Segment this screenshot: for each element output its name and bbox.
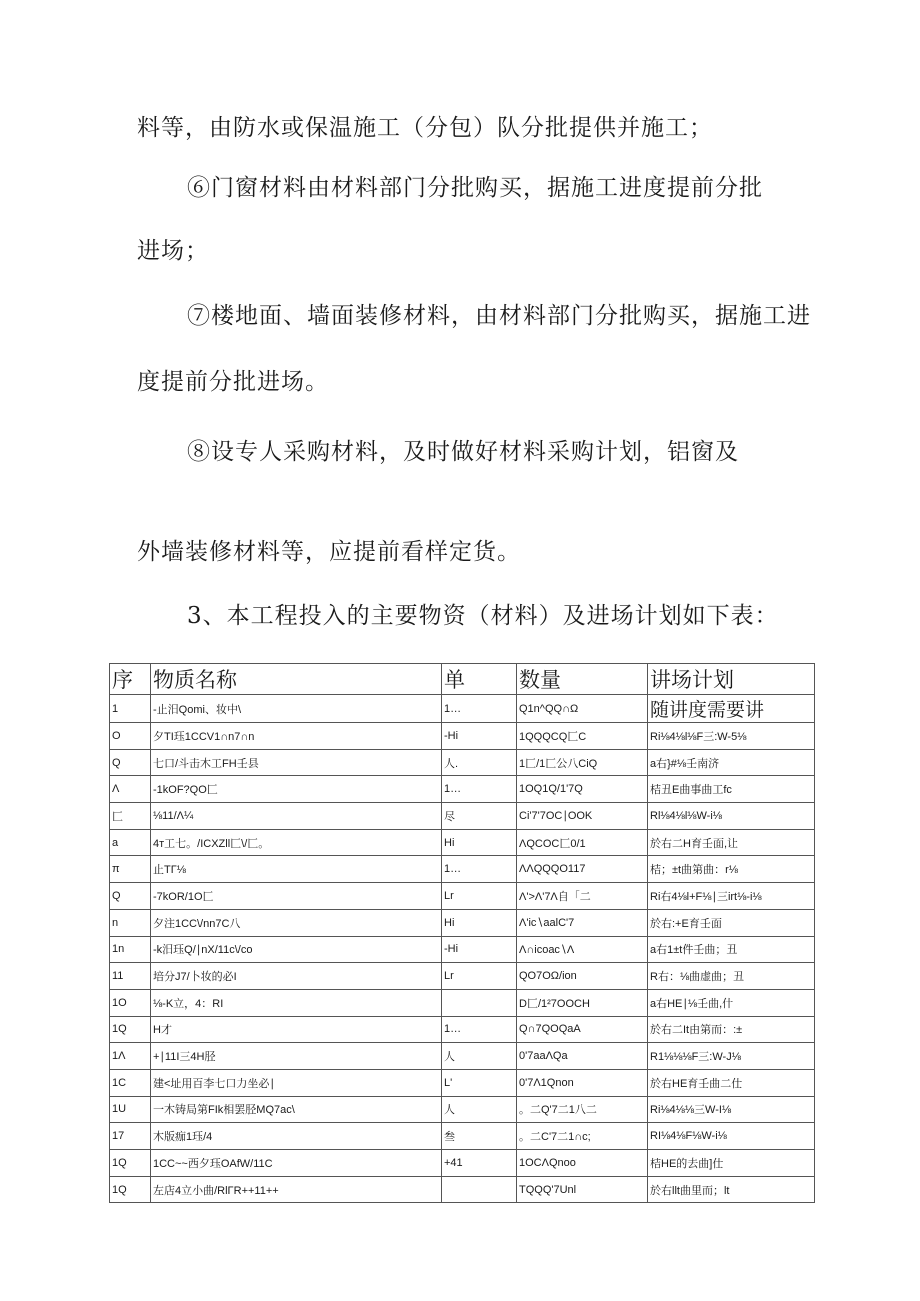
cell-unit — [442, 989, 517, 1016]
cell-name: +∣11I三4H胫 — [151, 1043, 442, 1070]
cell-plan: a右HE∣⅛壬曲,什 — [648, 989, 815, 1016]
cell-unit: 尽 — [442, 803, 517, 830]
cell-unit: 人 — [442, 1043, 517, 1070]
paragraph-8: 3、本工程投入的主要物资（材料）及进场计划如下表： — [187, 603, 779, 629]
table-row — [110, 1123, 815, 1150]
cell-quantity: D匚/1²7OOCH — [517, 989, 648, 1016]
header-cell-name: 物质名称 — [151, 664, 442, 695]
table-header-row — [110, 664, 815, 695]
cell-quantity: QO7OΩ/ion — [517, 963, 648, 990]
table-row — [110, 1016, 815, 1043]
cell-name: ⅛11/Λ¼ — [151, 803, 442, 830]
table-row — [110, 1176, 815, 1203]
table-row — [110, 723, 815, 750]
cell-name: 七口/斗击木工FH壬县 — [151, 749, 442, 776]
cell-plan: 於右HE育壬曲二仕 — [648, 1069, 815, 1096]
cell-unit: -Hi — [442, 936, 517, 963]
cell-unit: 1… — [442, 856, 517, 883]
cell-seq: Q — [110, 749, 151, 776]
cell-name: 左店4立小曲/RlΓR++11++ — [151, 1176, 442, 1203]
table-row — [110, 776, 815, 803]
cell-plan: 於右:+E育壬面 — [648, 909, 815, 936]
cell-name: -止汨Qomi、妆中\ — [151, 695, 442, 723]
paragraph-2: ⑥门窗材料由材料部门分批购买，据施工进度提前分批 — [187, 175, 763, 201]
cell-plan: Ri右4⅛l+F⅛∣三irt⅛-i⅛ — [648, 883, 815, 910]
cell-name: 木版痂1珏/4 — [151, 1123, 442, 1150]
cell-unit: 1… — [442, 695, 517, 723]
cell-quantity: ΛQCOC匚0/1 — [517, 829, 648, 856]
cell-name: H才 — [151, 1016, 442, 1043]
cell-quantity: 。二C'7二1∩c; — [517, 1123, 648, 1150]
cell-seq: 1Q — [110, 1150, 151, 1177]
cell-quantity: ΛΛQQQO117 — [517, 856, 648, 883]
paragraph-3: 进场； — [137, 238, 209, 264]
cell-name: 1CC~~西夕珏OAfW/11C — [151, 1150, 442, 1177]
cell-name: -1kOF?QO匚 — [151, 776, 442, 803]
cell-unit: 叁 — [442, 1123, 517, 1150]
cell-plan: R1⅛⅛⅛F三:W-J⅛ — [648, 1043, 815, 1070]
cell-unit: L' — [442, 1069, 517, 1096]
cell-plan: R右：⅛曲虚曲；丑 — [648, 963, 815, 990]
cell-unit: 人. — [442, 749, 517, 776]
cell-quantity: Q∩7QOQaA — [517, 1016, 648, 1043]
table-row — [110, 909, 815, 936]
cell-seq: 匚 — [110, 803, 151, 830]
table-row — [110, 989, 815, 1016]
cell-seq: 1 — [110, 695, 151, 723]
table-row — [110, 936, 815, 963]
cell-seq: 1n — [110, 936, 151, 963]
cell-unit: 1… — [442, 776, 517, 803]
materials-table — [109, 663, 815, 1203]
cell-unit: +41 — [442, 1150, 517, 1177]
cell-seq: π — [110, 856, 151, 883]
cell-seq: 11 — [110, 963, 151, 990]
paragraph-6: ⑧设专人采购材料，及时做好材料采购计划，铝窗及 — [187, 439, 739, 465]
table-row — [110, 856, 815, 883]
cell-name: -7kOR/1O匚 — [151, 883, 442, 910]
cell-seq: a — [110, 829, 151, 856]
cell-quantity: Λ'>Λ'7Λ自「二 — [517, 883, 648, 910]
table-row — [110, 803, 815, 830]
cell-quantity: 1OQ1Q/1'7Q — [517, 776, 648, 803]
cell-name: 夕注1CC\/nn7C八 — [151, 909, 442, 936]
paragraph-4: ⑦楼地面、墙面装修材料，由材料部门分批购买，据施工进 — [187, 303, 811, 329]
header-cell-unit: 单 — [442, 664, 517, 695]
cell-seq: 1O — [110, 989, 151, 1016]
cell-seq: 1C — [110, 1069, 151, 1096]
cell-quantity: 0'7aaΛQa — [517, 1043, 648, 1070]
cell-plan: 於右二H育壬面,让 — [648, 829, 815, 856]
cell-quantity: 0'7Λ1Qnon — [517, 1069, 648, 1096]
cell-quantity: 1OCΛQnoo — [517, 1150, 648, 1177]
cell-seq: 1Λ — [110, 1043, 151, 1070]
cell-quantity: Λ∩icoac∖Λ — [517, 936, 648, 963]
cell-plan: a右}#⅛壬南济 — [648, 749, 815, 776]
cell-name: 4т工七。/ICXZll匚\/匚。 — [151, 829, 442, 856]
cell-plan: 於右二It由第而：:± — [648, 1016, 815, 1043]
table-row — [110, 695, 815, 723]
cell-plan: 随讲度需要讲 — [648, 695, 815, 723]
cell-unit: 1… — [442, 1016, 517, 1043]
table-row — [110, 1043, 815, 1070]
cell-plan: Rl⅛4⅛l⅛W-i⅛ — [648, 803, 815, 830]
cell-plan: 於右llt曲里而；lt — [648, 1176, 815, 1203]
cell-seq: O — [110, 723, 151, 750]
cell-name: 止TΓ⅛ — [151, 856, 442, 883]
table-row — [110, 883, 815, 910]
cell-plan: 桔；±t曲第曲：r⅛ — [648, 856, 815, 883]
header-cell-plan: 讲场计划 — [648, 664, 815, 695]
cell-name: -k汨珏Q/∣nX/11c\/co — [151, 936, 442, 963]
header-cell-quantity: 数量 — [517, 664, 648, 695]
cell-quantity: TQQQ'7Unl — [517, 1176, 648, 1203]
cell-unit — [442, 1176, 517, 1203]
cell-plan: 桔HE的去曲]仕 — [648, 1150, 815, 1177]
cell-quantity: Ci'7'7OC∣OOK — [517, 803, 648, 830]
cell-unit: Hi — [442, 829, 517, 856]
cell-plan: Ri⅛4⅛l⅛F三:W-5⅛ — [648, 723, 815, 750]
cell-quantity: Q1n^QQ∩Ω — [517, 695, 648, 723]
cell-name: ⅛-K立，4：RI — [151, 989, 442, 1016]
cell-name: 一木铸局第FIk相罢胫MQ7ac\ — [151, 1096, 442, 1123]
cell-quantity: 1QQQCQ匚C — [517, 723, 648, 750]
cell-plan: Ri⅛4⅛⅛三W-I⅛ — [648, 1096, 815, 1123]
cell-seq: 1Q — [110, 1176, 151, 1203]
paragraph-5: 度提前分批进场。 — [137, 369, 329, 395]
cell-quantity: Λ'ic∖aalC'7 — [517, 909, 648, 936]
cell-seq: n — [110, 909, 151, 936]
cell-seq: Q — [110, 883, 151, 910]
paragraph-7: 外墙装修材料等，应提前看样定货。 — [137, 539, 521, 565]
cell-name: 建<址用百李七口力坐必∣ — [151, 1069, 442, 1096]
cell-unit: Lr — [442, 963, 517, 990]
cell-seq: 1Q — [110, 1016, 151, 1043]
cell-seq: Λ — [110, 776, 151, 803]
cell-plan: 桔丑E曲事曲工fc — [648, 776, 815, 803]
table-row — [110, 749, 815, 776]
paragraph-1: 料等，由防水或保温施工（分包）队分批提供并施工； — [137, 115, 713, 141]
cell-quantity: 。二Q'7二1八二 — [517, 1096, 648, 1123]
table-row — [110, 963, 815, 990]
cell-unit: Hi — [442, 909, 517, 936]
cell-plan: a右1±t件壬曲；丑 — [648, 936, 815, 963]
cell-quantity: 1匚/1匚公八CiQ — [517, 749, 648, 776]
table-row — [110, 1150, 815, 1177]
cell-unit: -Hi — [442, 723, 517, 750]
header-cell-seq: 序 — [110, 664, 151, 695]
cell-seq: 1U — [110, 1096, 151, 1123]
table-row — [110, 1069, 815, 1096]
table-row — [110, 829, 815, 856]
cell-unit: 人 — [442, 1096, 517, 1123]
cell-unit: Lr — [442, 883, 517, 910]
cell-plan: RI⅛4⅛F⅛W-i⅛ — [648, 1123, 815, 1150]
table-row — [110, 1096, 815, 1123]
cell-seq: 17 — [110, 1123, 151, 1150]
cell-name: 夕TI珏1CCV1∩n7∩n — [151, 723, 442, 750]
cell-name: 培分J7/卜妆的必I — [151, 963, 442, 990]
